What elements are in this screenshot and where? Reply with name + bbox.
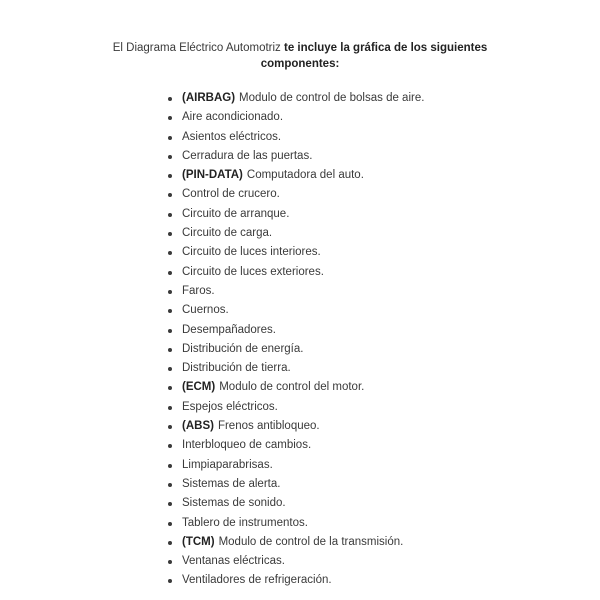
list-item-text: Cerradura de las puertas. — [182, 149, 313, 162]
list-item-abbr: (ABS) — [182, 420, 214, 433]
list-item-text: Ventanas eléctricas. — [182, 555, 285, 568]
list-item-text: Aire acondicionado. — [182, 111, 284, 124]
list-item — [166, 552, 424, 571]
list-item — [166, 108, 424, 127]
bullet-icon — [168, 174, 172, 178]
list-item-text: Circuito de carga. — [182, 227, 273, 240]
list-item — [166, 571, 424, 590]
list-item-text: Desempañadores. — [182, 323, 276, 336]
list-item — [166, 243, 424, 262]
list-item-text: Ventiladores de refrigeración. — [182, 574, 332, 587]
list-item-text: Modulo de control de bolsas de aire. — [239, 92, 425, 104]
list-item — [166, 494, 424, 513]
list-item-text: Faros. — [182, 284, 215, 297]
list-item-text: Frenos antibloqueo. — [217, 420, 320, 433]
list-item — [166, 185, 424, 204]
bullet-icon — [168, 136, 172, 140]
list-item — [166, 224, 424, 243]
bullet-icon — [168, 271, 172, 275]
bullet-icon — [168, 579, 172, 583]
bullet-icon — [168, 367, 172, 371]
bullet-icon — [168, 502, 172, 506]
bullet-icon — [168, 290, 172, 294]
list-item — [166, 147, 424, 166]
bullet-icon — [168, 309, 172, 313]
list-item-text: Tablero de instrumentos. — [182, 516, 308, 529]
list-item — [166, 166, 424, 185]
list-item-text: Circuito de luces exteriores. — [182, 265, 324, 278]
bullet-icon — [168, 232, 172, 236]
list-item-text: Limpiaparabrisas. — [182, 458, 273, 471]
list-item — [166, 301, 424, 320]
list-item-abbr: (ECM) — [182, 381, 216, 394]
list-item — [166, 417, 424, 436]
intro-text: El Diagrama Eléctrico Automotriz — [112, 42, 285, 54]
bullet-icon — [168, 425, 172, 429]
components-list — [166, 89, 424, 591]
bullet-icon — [168, 213, 172, 217]
list-item-text: Computadora del auto. — [246, 169, 364, 182]
list-item — [166, 514, 424, 533]
intro-paragraph — [100, 40, 500, 72]
list-item — [166, 128, 424, 147]
list-item-abbr: (TCM) — [182, 535, 215, 548]
list-item-text: Cuernos. — [182, 304, 229, 317]
list-item-text: Distribución de tierra. — [182, 362, 291, 375]
list-item-text: Interbloqueo de cambios. — [182, 439, 312, 452]
list-item-text: Circuito de luces interiores. — [182, 246, 321, 259]
list-item — [166, 263, 424, 282]
list-item — [166, 321, 424, 340]
bullet-icon — [168, 522, 172, 526]
bullet-icon — [168, 329, 172, 333]
list-item — [166, 475, 424, 494]
bullet-icon — [168, 193, 172, 197]
list-item — [166, 436, 424, 455]
bullet-icon — [168, 406, 172, 410]
list-item-text: Control de crucero. — [182, 188, 280, 201]
list-item — [166, 340, 424, 359]
bullet-icon — [168, 251, 172, 255]
list-item-text: Asientos eléctricos. — [182, 130, 282, 143]
list-item — [166, 378, 424, 397]
bullet-icon — [168, 97, 172, 101]
list-item — [166, 282, 424, 301]
list-item — [166, 89, 424, 108]
intro-bold-text: te incluye la gráfica de los siguientes — [284, 42, 488, 54]
list-item-abbr: (AIRBAG) — [182, 92, 236, 104]
list-item-text: Espejos eléctricos. — [182, 400, 278, 413]
list-item-text: Sistemas de sonido. — [182, 497, 286, 510]
list-item-text: Distribución de energía. — [182, 342, 304, 355]
list-item — [166, 456, 424, 475]
bullet-icon — [168, 483, 172, 487]
bullet-icon — [168, 348, 172, 352]
list-item-text: Sistemas de alerta. — [182, 477, 281, 490]
list-item-abbr: (PIN-DATA) — [182, 169, 243, 182]
bullet-icon — [168, 155, 172, 159]
intro-bold-text-2: componentes: — [260, 58, 340, 70]
list-item — [166, 533, 424, 552]
list-item-text: Modulo de control de la transmisión. — [218, 535, 404, 548]
bullet-icon — [168, 560, 172, 564]
bullet-icon — [168, 444, 172, 448]
list-item — [166, 359, 424, 378]
list-item-text: Circuito de arranque. — [182, 207, 290, 220]
bullet-icon — [168, 116, 172, 120]
bullet-icon — [168, 464, 172, 468]
bullet-icon — [168, 386, 172, 390]
bullet-icon — [168, 541, 172, 545]
list-item — [166, 398, 424, 417]
list-item-text: Modulo de control del motor. — [219, 381, 365, 394]
list-item — [166, 205, 424, 224]
